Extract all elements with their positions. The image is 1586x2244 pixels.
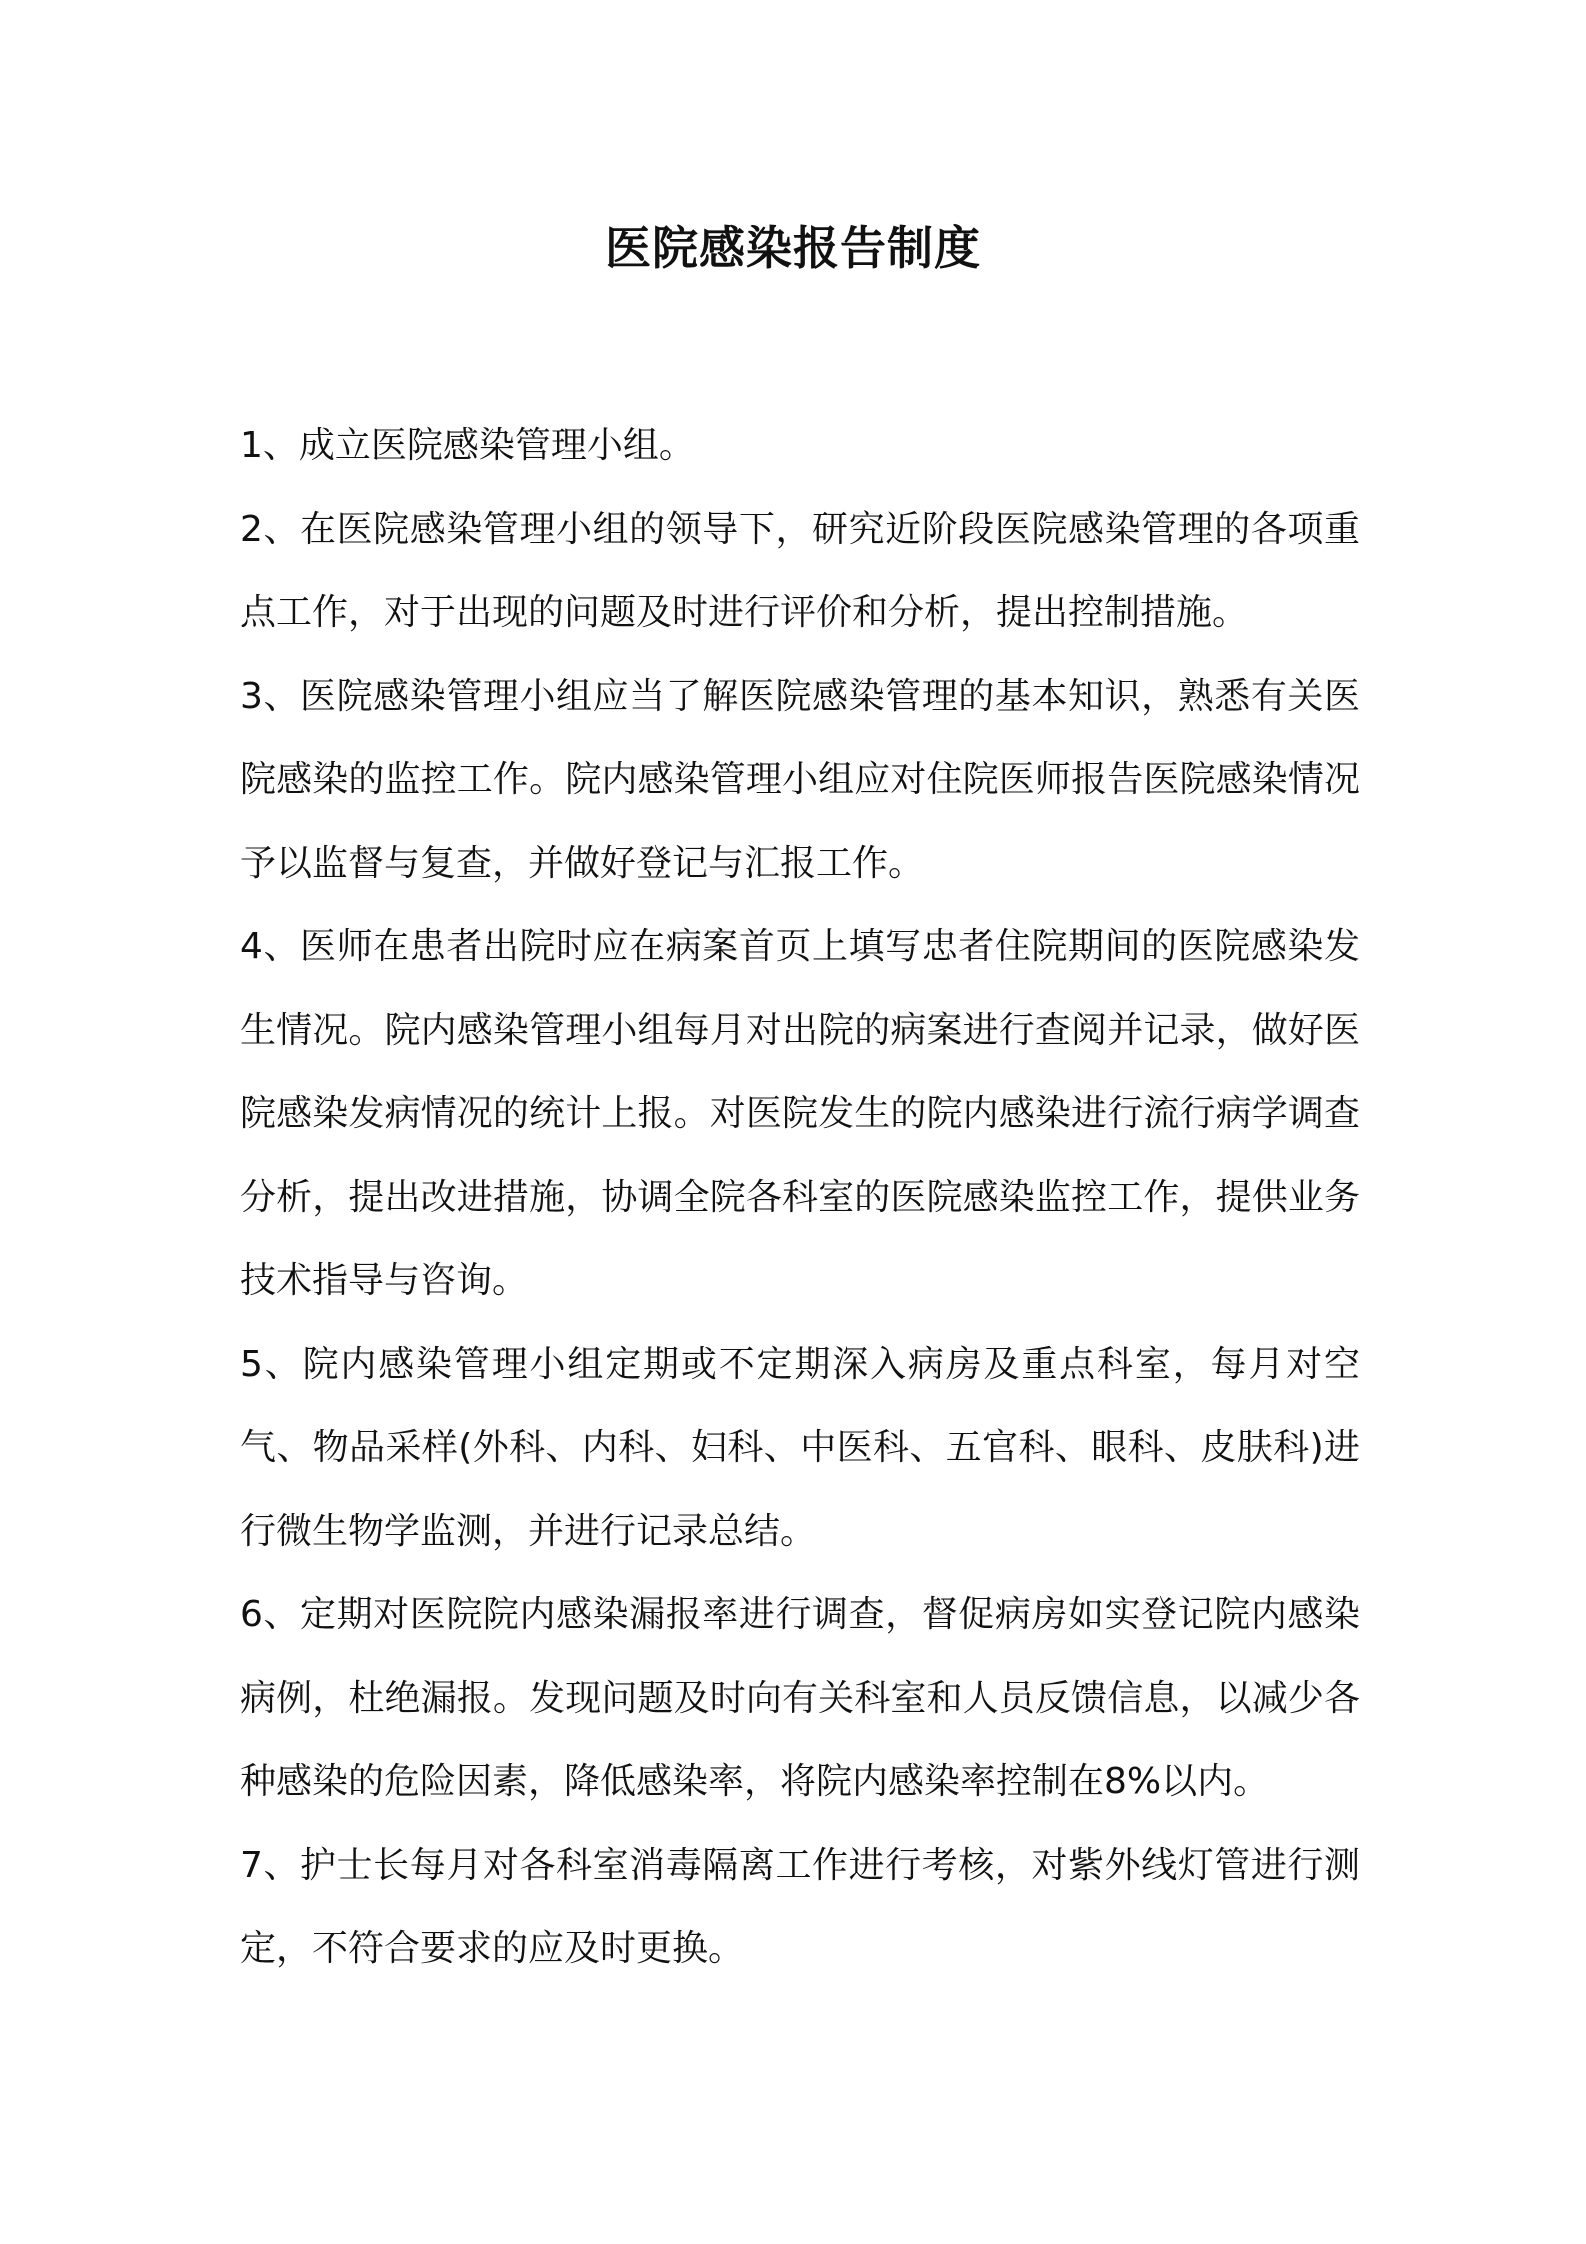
paragraph-1: 1、成立医院感染管理小组。 — [240, 425, 695, 466]
paragraph-4: 4、医师在患者出院时应在病案首页上填写忠者住院期间的医院感染发生情况。院内感染管理小组每月对出院的病案进行查阅并记录，做好医院感染发病情况的统计上报。对医院发生的院内感染进行流行病学调查分析，提出改进措施，协调全院各科室的医院感染监控工作，提供业务技术指导与咨询。 — [240, 926, 1360, 1301]
paragraph-3: 3、医院感染管理小组应当了解医院感染管理的基本知识，熟悉有关医院感染的监控工作。院内感染管理小组应对住院医师报告医院感染情况予以监督与复查，并做好登记与汇报工作。 — [240, 675, 1360, 884]
paragraph-6: 6、定期对医院院内感染漏报率进行调查，督促病房如实登记院内感染病例，杜绝漏报。发现问题及时向有关科室和人员反馈信息，以减少各种感染的危险因素，降低感染率，将院内感染率控制在8%以内。 — [240, 1594, 1360, 1802]
paragraph-2: 2、在医院感染管理小组的领导下，研究近阶段医院感染管理的各项重点工作，对于出现的问题及时进行评价和分析，提出控制措施。 — [240, 508, 1360, 633]
document-body — [240, 404, 1360, 1991]
paragraph-5: 5、院内感染管理小组定期或不定期深入病房及重点科室，每月对空气、物品采样(外科、内科、妇科、中医科、五官科、眼科、皮肤科)进行微生物学监测，并进行记录总结。 — [240, 1343, 1360, 1552]
paragraph-7: 7、护士长每月对各科室消毒隔离工作进行考核，对紫外线灯管进行测定，不符合要求的应及时更换。 — [240, 1844, 1360, 1969]
document-title: 医院感染报告制度 — [605, 221, 981, 275]
